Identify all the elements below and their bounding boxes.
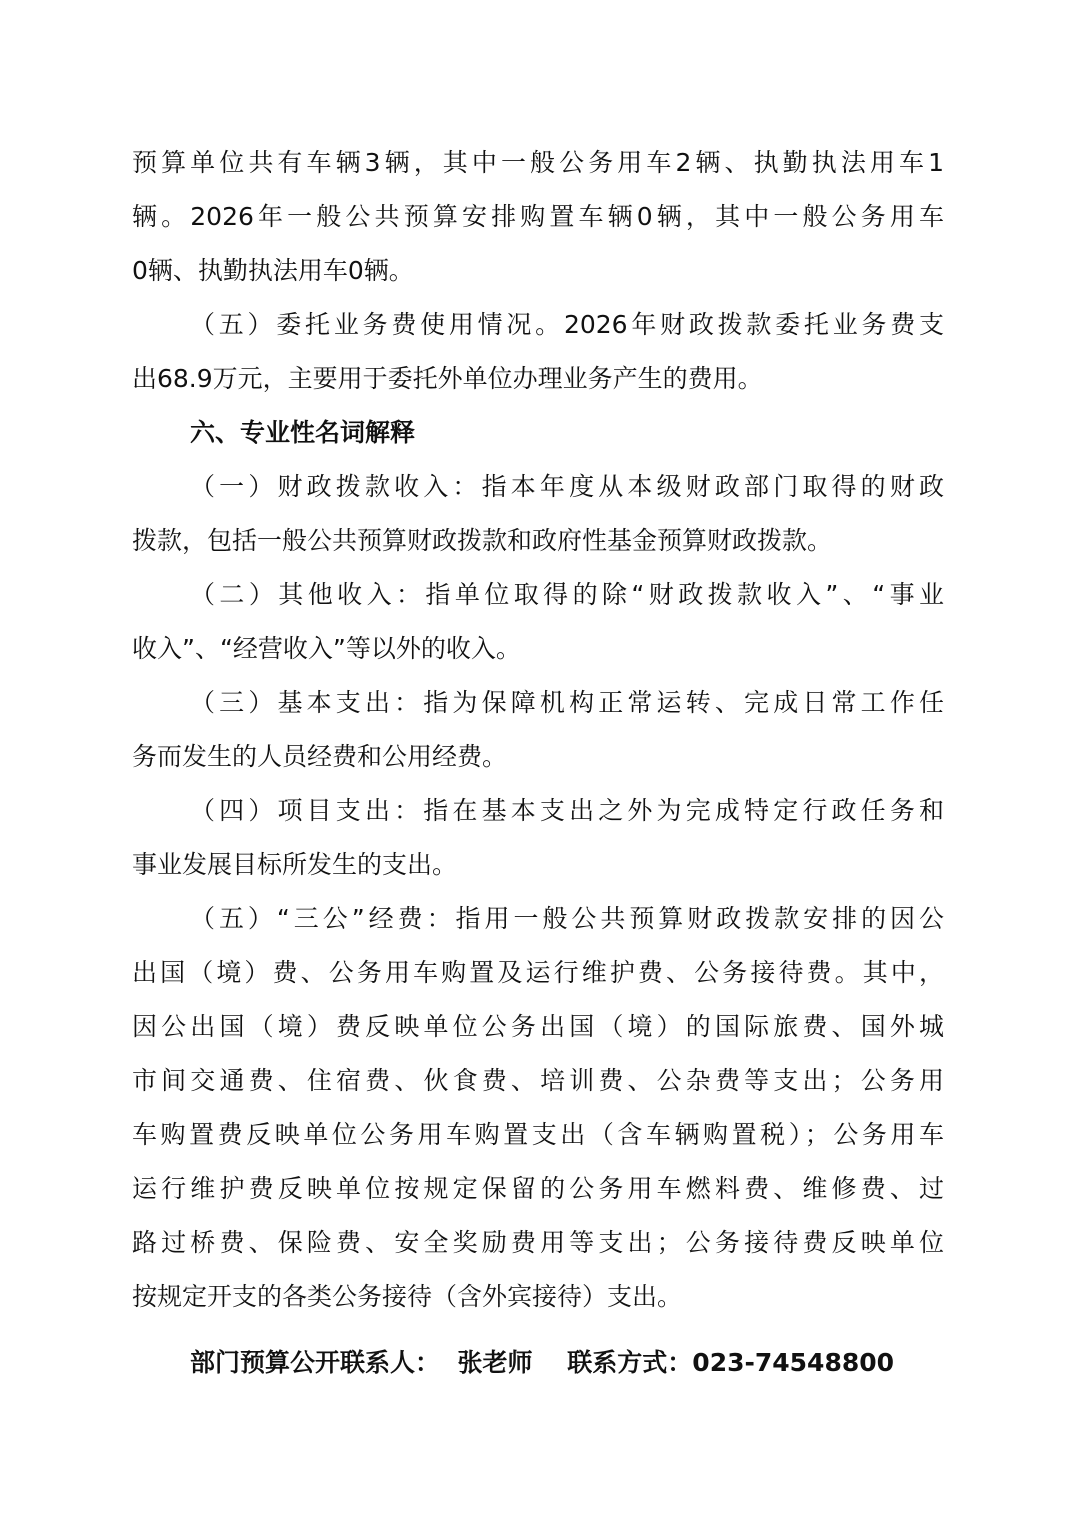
text-line: 事业发展目标所发生的支出。	[132, 850, 458, 879]
text-line: （一）财政拨款收入：指本年度从本级财政部门取得的财政	[190, 472, 944, 501]
contact-footer	[132, 1336, 944, 1390]
text-line: 运行维护费反映单位按规定保留的公务用车燃料费、维修费、过	[132, 1174, 944, 1203]
paragraph	[132, 568, 944, 676]
phone-label: 联系方式：	[567, 1348, 693, 1377]
section-heading	[132, 406, 944, 460]
document-body	[132, 136, 944, 1390]
text-line: 出68.9万元，主要用于委托外单位办理业务产生的费用。	[132, 364, 763, 393]
text-line: （五）委托业务费使用情况。2026年财政拨款委托业务费支	[190, 310, 944, 339]
text-line: 按规定开支的各类公务接待（含外宾接待）支出。	[132, 1282, 683, 1311]
text-line: （二）其他收入：指单位取得的除“财政拨款收入”、“事业	[190, 580, 944, 609]
contact-name: 张老师	[457, 1348, 533, 1377]
text-line: 车购置费反映单位公务用车购置支出（含车辆购置税）；公务用车	[132, 1120, 944, 1149]
text-line: 出国（境）费、公务用车购置及运行维护费、公务接待费。其中，	[132, 958, 944, 987]
text-line: 拨款，包括一般公共预算财政拨款和政府性基金预算财政拨款。	[132, 526, 833, 555]
text-line: 因公出国（境）费反映单位公务出国（境）的国际旅费、国外城	[132, 1012, 944, 1041]
paragraph	[132, 784, 944, 892]
paragraph	[132, 136, 944, 298]
paragraph	[132, 892, 944, 1324]
text-line: （四）项目支出：指在基本支出之外为完成特定行政任务和	[190, 796, 944, 825]
text-line: 预算单位共有车辆3辆，其中一般公务用车2辆、执勤执法用车1	[132, 148, 944, 177]
text-line: 路过桥费、保险费、安全奖励费用等支出；公务接待费反映单位	[132, 1228, 944, 1257]
paragraph	[132, 460, 944, 568]
paragraph	[132, 676, 944, 784]
text-line: （五）“三公”经费：指用一般公共预算财政拨款安排的因公	[190, 904, 944, 933]
text-line: 务而发生的人员经费和公用经费。	[132, 742, 508, 771]
text-line: （三）基本支出：指为保障机构正常运转、完成日常工作任	[190, 688, 944, 717]
text-line: 0辆、执勤执法用车0辆。	[132, 256, 414, 285]
text-line: 市间交通费、住宿费、伙食费、培训费、公杂费等支出；公务用	[132, 1066, 944, 1095]
phone-number: 023-74548800	[692, 1348, 895, 1377]
text-line: 辆。2026年一般公共预算安排购置车辆0辆，其中一般公务用车	[132, 202, 944, 231]
text-line: 六、专业性名词解释	[190, 418, 416, 447]
paragraph	[132, 298, 944, 406]
text-line: 收入”、“经营收入”等以外的收入。	[132, 634, 521, 663]
contact-label: 部门预算公开联系人：	[190, 1348, 441, 1377]
